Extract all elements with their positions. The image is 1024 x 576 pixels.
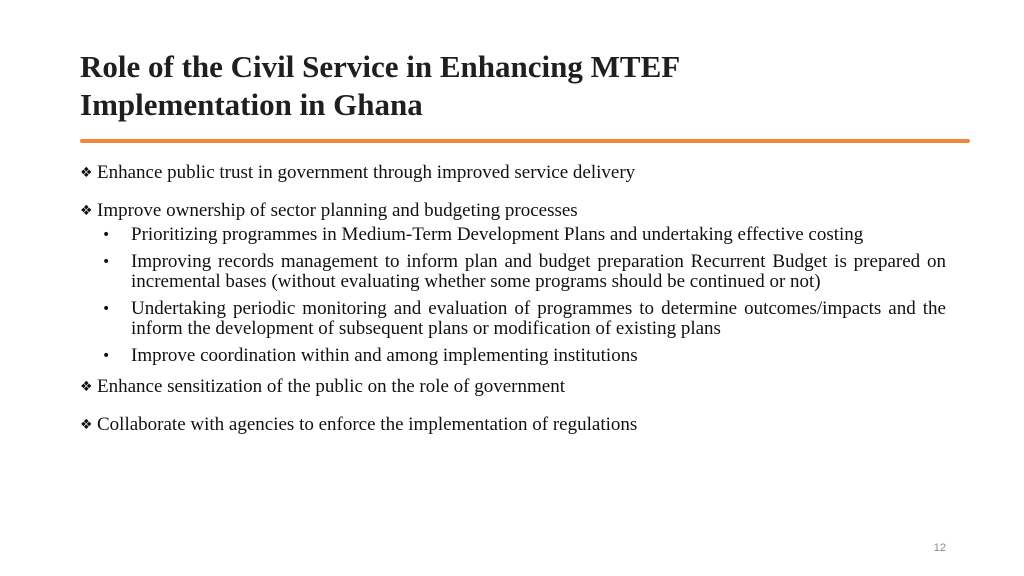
sub-bullet-text: Improving records management to inform plan and budget preparation Recurrent Budget is prepared on incremental bases (without evaluating whether some programs should be continued or not)	[131, 251, 946, 292]
bullet-text: Improve ownership of sector planning and budgeting processes	[97, 200, 578, 221]
diamond-bullet-icon: ❖	[80, 379, 93, 395]
bullet-item-collaborate	[80, 415, 946, 435]
bullet-item-sensitization	[80, 377, 946, 397]
slide-title-line-2: Implementation in Ghana	[80, 87, 423, 122]
sub-bullet-list	[80, 225, 946, 366]
bullet-text: Enhance sensitization of the public on the role of government	[97, 376, 565, 397]
slide-title	[80, 48, 940, 124]
title-divider	[80, 139, 970, 143]
sub-bullet-text: Prioritizing programmes in Medium-Term Development Plans and undertaking effective costing	[131, 224, 864, 245]
bullet-item-public-trust	[80, 163, 946, 183]
sub-bullet-item	[80, 299, 946, 339]
slide-title-line-1: Role of the Civil Service in Enhancing MTEF	[80, 49, 681, 84]
slide-content	[80, 163, 946, 435]
dot-bullet-icon: •	[102, 254, 111, 270]
sub-bullet-item	[80, 346, 946, 366]
sub-bullet-text: Undertaking periodic monitoring and evaluation of programmes to determine outcomes/impacts and the inform the development of subsequent plans or modification of existing plans	[131, 298, 946, 339]
diamond-bullet-icon: ❖	[80, 165, 93, 181]
bullet-text: Enhance public trust in government through improved service delivery	[97, 162, 636, 183]
diamond-bullet-icon: ❖	[80, 417, 93, 433]
page-number: 12	[933, 542, 946, 554]
dot-bullet-icon: •	[102, 227, 111, 243]
bullet-text: Collaborate with agencies to enforce the implementation of regulations	[97, 414, 638, 435]
diamond-bullet-icon: ❖	[80, 203, 93, 219]
sub-bullet-item	[80, 252, 946, 292]
dot-bullet-icon: •	[102, 301, 111, 317]
sub-bullet-item	[80, 225, 946, 245]
sub-bullet-text: Improve coordination within and among implementing institutions	[131, 345, 638, 366]
bullet-item-ownership	[80, 201, 946, 221]
dot-bullet-icon: •	[102, 348, 111, 364]
